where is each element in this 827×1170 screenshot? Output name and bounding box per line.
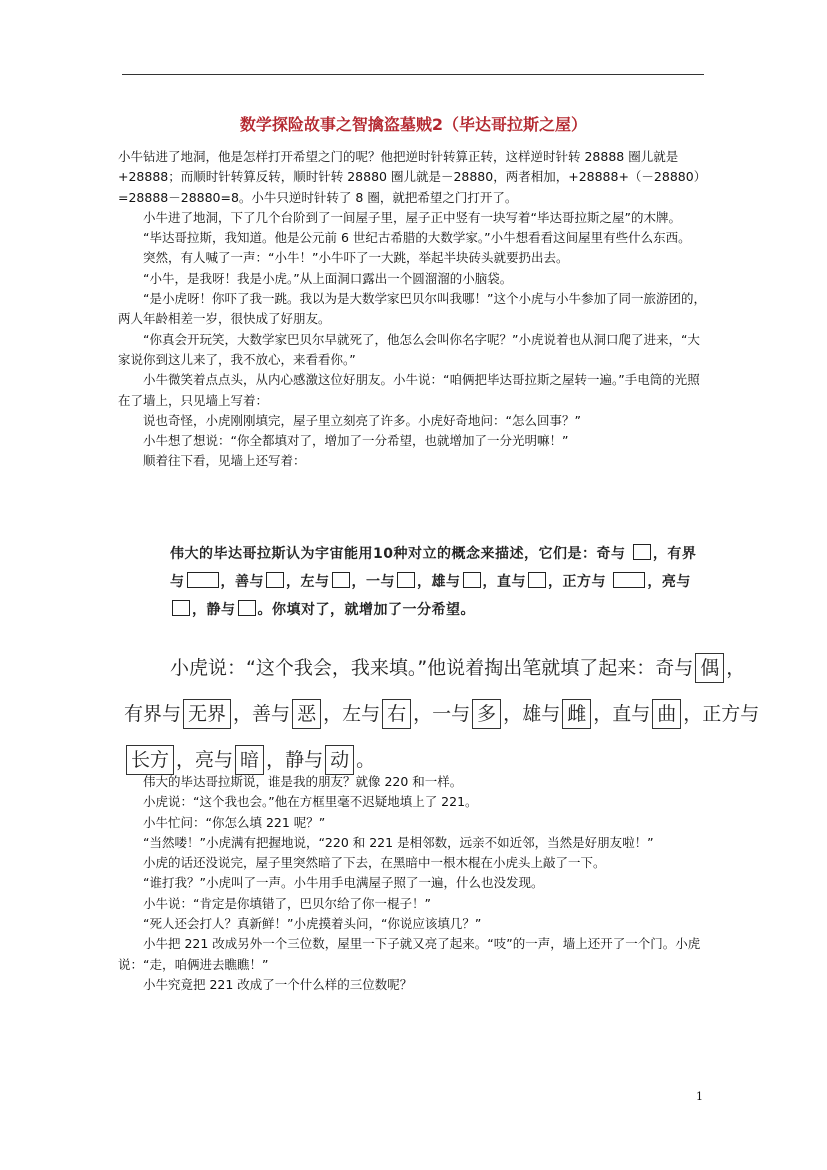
- answer-box: 雌: [562, 699, 591, 729]
- answer-box: 多: [472, 699, 501, 729]
- answer-box: 长方: [126, 745, 174, 775]
- paragraph: 小虎说：“这个我也会。”他在方框里毫不迟疑地填上了 221。: [143, 794, 478, 810]
- blank-box: [332, 572, 350, 588]
- blank-box: [463, 572, 481, 588]
- paragraph: 突然，有人喊了一声：“小牛！”小牛吓了一大跳，举起半块砖头就要扔出去。: [143, 250, 569, 266]
- paragraph: 小牛说：“肯定是你填错了，巴贝尔给了你一棍子！”: [143, 895, 431, 911]
- story-body: [118, 147, 708, 472]
- blank-box: [238, 600, 256, 616]
- paragraph: 顺着往下看，见墙上还写着：: [143, 453, 306, 469]
- answer-box: 右: [382, 699, 411, 729]
- page-number: 1: [696, 1090, 703, 1103]
- answer-box: 暗: [235, 745, 264, 775]
- paragraph: 小牛忙问：“你怎么填 221 呢？”: [143, 814, 326, 830]
- paragraph: 小牛究竟把 221 改成了一个什么样的三位数呢？: [143, 976, 413, 992]
- blank-box: [613, 572, 645, 588]
- blank-box: [528, 572, 546, 588]
- paragraph: 小牛把 221 改成另外一个三位数，屋里一下子就又亮了起来。“吱”的一声，墙上还开了一个门。小虎说：“走，咱俩进去瞧瞧！”: [118, 936, 701, 972]
- paragraph: “死人还会打人？真新鲜！”小虎摸着头问，“你说应该填几？”: [143, 916, 482, 932]
- paragraph: “是小虎呀！你吓了我一跳。我以为是大数学家巴贝尔叫我哪！”这个小虎与小牛参加了同一旅游团的，两人年龄相差一岁，很快成了好朋友。: [118, 291, 706, 327]
- answer-box: 无界: [183, 699, 231, 729]
- answer-box: 偶: [695, 653, 724, 683]
- paragraph: “毕达哥拉斯，我知道。他是公元前 6 世纪古希腊的大数学家。”小牛想看看这间屋里有些什么东西。: [143, 230, 691, 246]
- wall-inscription: 伟大的毕达哥拉斯认为宇宙能用10种对立的概念来描述，它们是：奇与 ，有界与 ，善与 ，左与 ，一与 ，雄与 ，直与 ，正方与 ，亮与，静与 。你填对了，就增加了一分希望。: [170, 546, 697, 618]
- paragraph: “你真会开玩笑，大数学家巴贝尔早就死了，他怎么会叫你名字呢？”小虎说着也从洞口爬了进来，“大家说你到这儿来了，我不放心，来看看你。”: [118, 331, 700, 367]
- paragraph: 说也奇怪，小虎刚刚填完，屋子里立刻亮了许多。小虎好奇地问：“怎么回事？”: [143, 412, 581, 428]
- paragraph: 小牛钻进了地洞，他是怎样打开希望之门的呢？他把逆时针转算正转，这样逆时针转 28888 圈儿就是+28888；而顺时针转算反转，顺时针转 28880 圈儿就是－28880，两者相加，+28888+（－28880）=28888－28880=8。小牛只逆时针转了 8 圈，就把希望之门打开了。: [118, 149, 707, 205]
- filled-answers: 小虎说：“这个我会，我来填。”他说着掏出笔就填了起来：奇与 偶 ， 有界与 无界 ，善与 恶 ，左与 右 ，一与 多 ，雄与 雌 ，直与 曲 ，正方与 长方 ，亮与 暗 ，静与 动 。: [124, 645, 824, 783]
- blank-box: [187, 572, 219, 588]
- paragraph: “谁打我？”小虎叫了一声。小牛用手电满屋子照了一遍，什么也没发现。: [143, 875, 544, 891]
- paragraph: 小牛想了想说：“你全都填对了，增加了一分希望，也就增加了一分光明嘛！”: [143, 433, 569, 449]
- blank-box: [633, 544, 651, 560]
- blank-box: [397, 572, 415, 588]
- blank-box: [266, 572, 284, 588]
- paragraph: 小虎的话还没说完，屋子里突然暗了下去，在黑暗中一根木棍在小虎头上敲了一下。: [143, 855, 606, 871]
- answer-box: 曲: [652, 699, 681, 729]
- paragraph: “当然喽！”小虎满有把握地说，“220 和 221 是相邻数，远亲不如近邻，当然是好朋友啦！”: [143, 834, 654, 850]
- paragraph: 小牛微笑着点点头，从内心感激这位好朋友。小牛说：“咱俩把毕达哥拉斯之屋转一遍。”手电筒的光照在了墙上，只见墙上写着：: [118, 372, 700, 408]
- blank-box: [172, 600, 190, 616]
- header-rule: [122, 74, 704, 75]
- paragraph: “小牛，是我呀！我是小虎。”从上面洞口露出一个圆溜溜的小脑袋。: [143, 270, 513, 286]
- answer-box: 动: [325, 745, 354, 775]
- page-title: 数学探险故事之智擒盗墓贼2（毕达哥拉斯之屋）: [239, 115, 588, 134]
- paragraph: 伟大的毕达哥拉斯说，谁是我的朋友？就像 220 和一样。: [143, 774, 463, 789]
- story-continuation: [118, 772, 708, 995]
- answer-box: 恶: [292, 699, 321, 729]
- paragraph: 小牛进了地洞，下了几个台阶到了一间屋子里，屋子正中竖有一块写着“毕达哥拉斯之屋”的木牌。: [143, 209, 681, 225]
